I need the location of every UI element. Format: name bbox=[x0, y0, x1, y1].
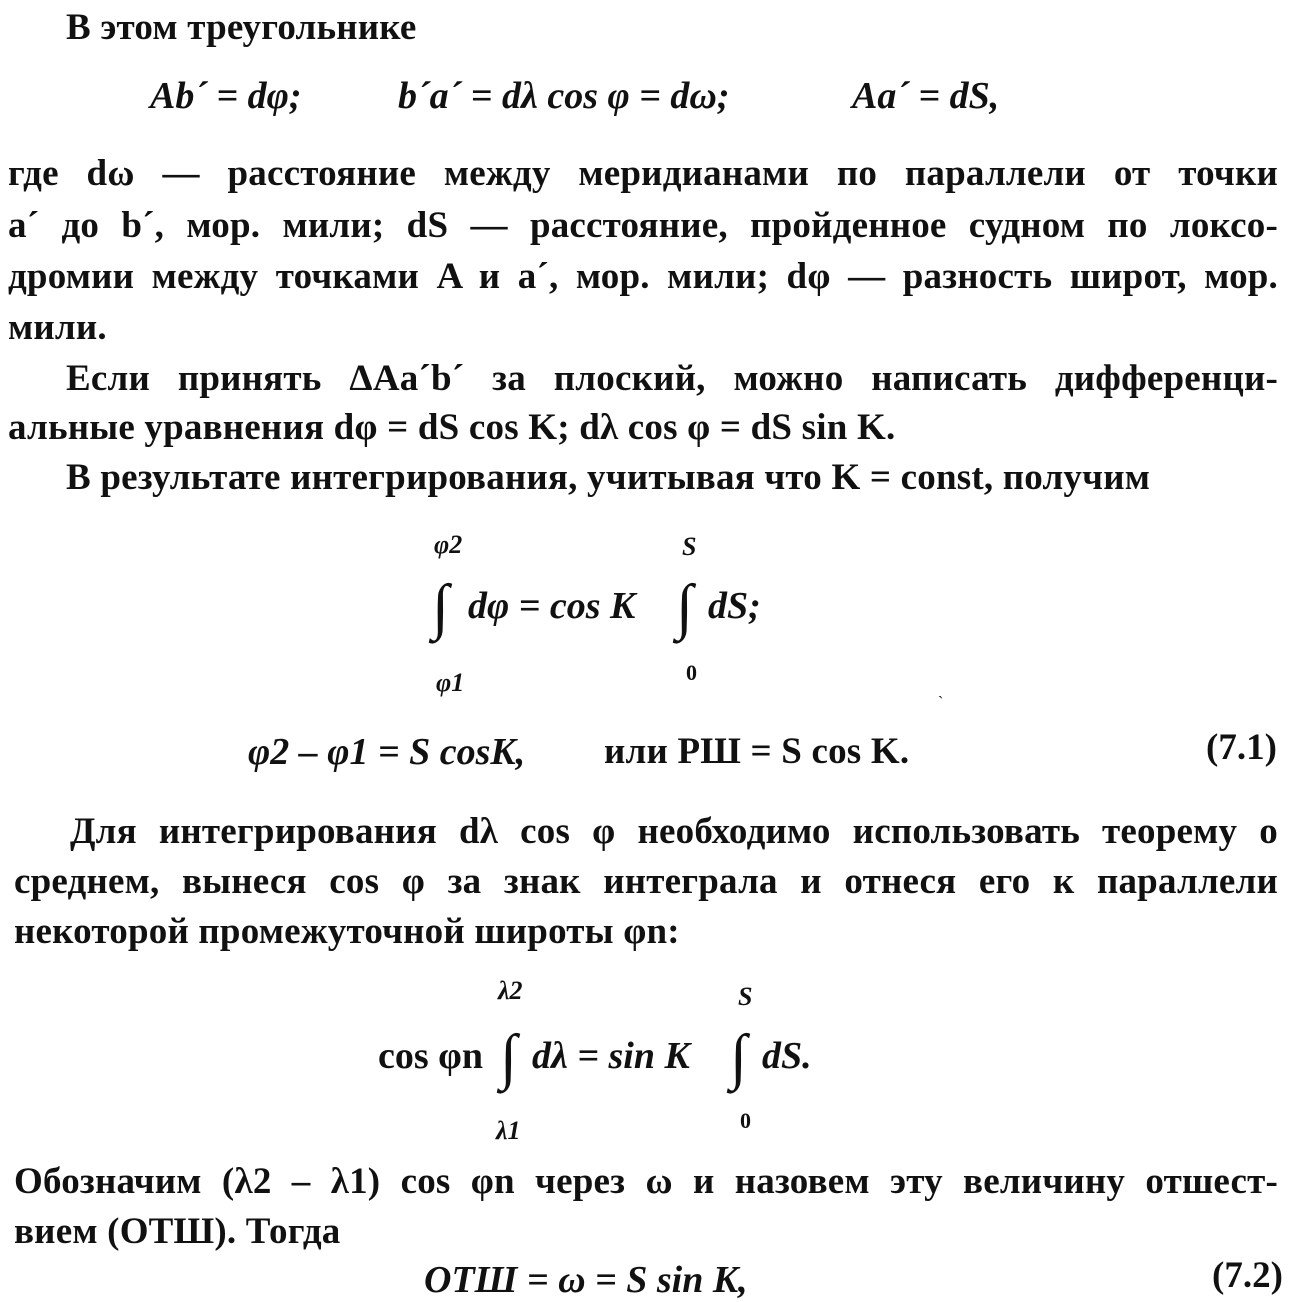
integral-1-body-right: dS; bbox=[708, 585, 761, 627]
paragraph-5-line-2: вием (ОТШ). Тогда bbox=[14, 1211, 341, 1252]
integral-2-lower-limit-left: λ1 bbox=[496, 1116, 521, 1145]
equation-7-1: φ2 – φ1 = S cosK, bbox=[248, 731, 526, 773]
scan-speck: ˎ bbox=[938, 682, 944, 699]
integral-2-lower-limit-right: 0 bbox=[740, 1108, 751, 1133]
paragraph-2-line-2: альные уравнения dφ = dS cos K; dλ cos φ = dS sin K. bbox=[8, 407, 896, 448]
integral-1-upper-limit-right: S bbox=[682, 532, 697, 561]
paragraph-3-line-1: В результате интегрирования, учитывая что K = const, получим bbox=[66, 457, 1151, 498]
integral-sign-2b: ∫ bbox=[730, 1023, 747, 1091]
paragraph-1-line-1: где dω — расстояние между меридианами по параллели от точки bbox=[8, 153, 1278, 194]
equation-number-7-1: (7.1) bbox=[1206, 727, 1277, 768]
integral-sign-1a: ∫ bbox=[432, 573, 449, 641]
paragraph-4-line-1: Для интегрирования dλ cos φ необходимо использовать теорему о bbox=[70, 811, 1278, 852]
intro-line: В этом треугольнике bbox=[66, 7, 417, 48]
paragraph-1-line-4: мили. bbox=[8, 307, 107, 348]
integral-2-prefix: cos φn bbox=[378, 1035, 484, 1077]
integral-1-lower-limit-left: φ1 bbox=[436, 668, 465, 697]
paragraph-1-line-3: дромии между точками A и a´, мор. мили; dφ — разность широт, мор. bbox=[8, 256, 1278, 297]
paragraph-1-line-2: a´ до b´, мор. мили; dS — расстояние, пройденное судном по локсо- bbox=[8, 205, 1278, 246]
equation-7-1-alt: или РШ = S cos K. bbox=[604, 731, 910, 772]
integral-1-upper-limit-left: φ2 bbox=[434, 530, 463, 559]
paragraph-4-line-3: некоторой промежуточной широты φn: bbox=[14, 911, 680, 952]
equation-ba-dlambda: b´a´ = dλ cos φ = dω; bbox=[398, 75, 730, 117]
equation-number-7-2: (7.2) bbox=[1212, 1255, 1283, 1296]
integral-1-body-left: dφ = cos K bbox=[468, 585, 636, 627]
integral-2-body-left: dλ = sin K bbox=[532, 1035, 690, 1077]
equation-ab-dphi: Ab´ = dφ; bbox=[150, 75, 302, 117]
paragraph-4-line-2: среднем, вынеся cos φ за знак интеграла и отнеся его к параллели bbox=[14, 861, 1278, 902]
integral-sign-2a: ∫ bbox=[500, 1023, 517, 1091]
paragraph-5-line-1: Обозначим (λ2 – λ1) cos φn через ω и назовем эту величину отшест- bbox=[14, 1161, 1278, 1202]
equation-aa-ds: Aa´ = dS, bbox=[852, 75, 1000, 117]
integral-2-upper-limit-right: S bbox=[738, 982, 753, 1011]
paragraph-2-line-1: Если принять ΔAa´b´ за плоский, можно написать дифференци- bbox=[66, 358, 1278, 399]
integral-1-lower-limit-right: 0 bbox=[686, 660, 697, 685]
equation-7-2: ОТШ = ω = S sin K, bbox=[424, 1259, 748, 1301]
integral-2-upper-limit-left: λ2 bbox=[498, 976, 523, 1005]
integral-2-body-right: dS. bbox=[762, 1035, 812, 1077]
integral-sign-1b: ∫ bbox=[676, 573, 693, 641]
